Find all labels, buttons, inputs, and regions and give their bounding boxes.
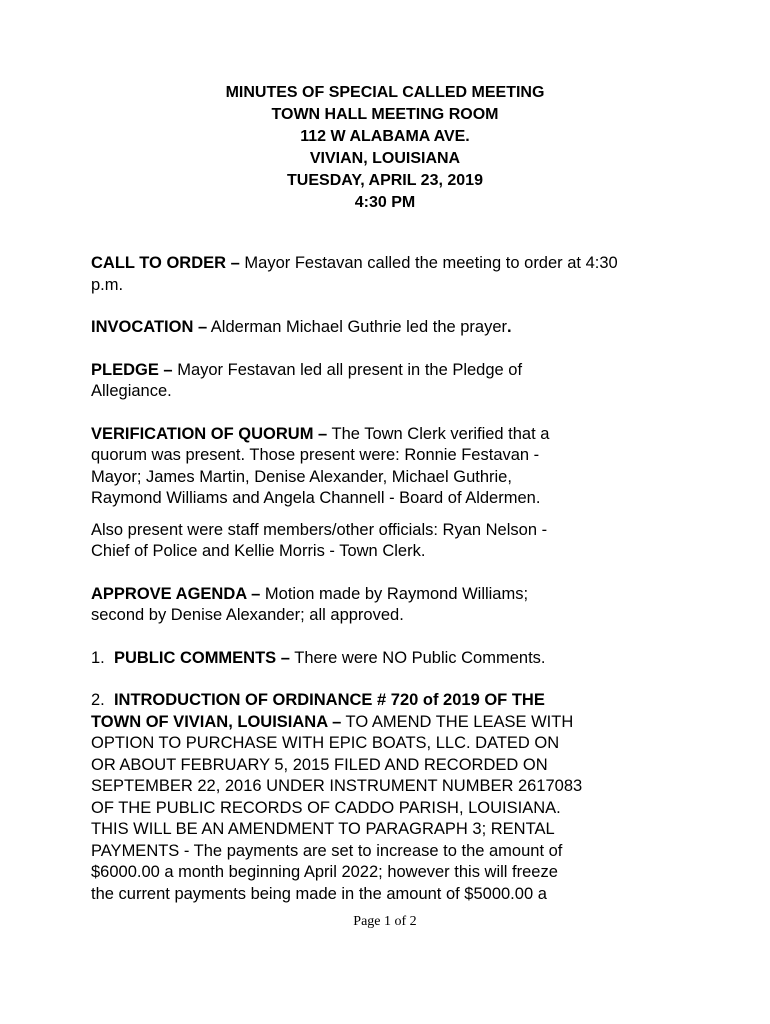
public-comments-section (91, 648, 701, 670)
quorum-label: VERIFICATION OF QUORUM – (91, 424, 328, 443)
quorum-text-2: quorum was present. Those present were: Ronnie Festavan - (91, 446, 540, 464)
ordinance-line: THIS WILL BE AN AMENDMENT TO PARAGRAPH 3; RENTAL (91, 820, 555, 838)
item-number: 2. (91, 691, 114, 709)
public-comments-text: There were NO Public Comments. (289, 648, 546, 667)
pledge-label: PLEDGE – (91, 360, 173, 379)
approve-agenda-text: Motion made by Raymond Williams; (260, 584, 529, 603)
ordinance-line: $6000.00 a month beginning April 2022; however this will freeze (91, 863, 558, 881)
ordinance-line: OF THE PUBLIC RECORDS OF CADDO PARISH, LOUISIANA. (91, 798, 561, 817)
header-city: VIVIAN, LOUISIANA (309, 150, 461, 167)
also-present-text-2: Chief of Police and Kellie Morris - Town Clerk. (91, 542, 426, 560)
also-present-section (91, 520, 701, 563)
header-address: 112 W ALABAMA AVE. (300, 128, 470, 145)
invocation-text: Alderman Michael Guthrie led the prayer (207, 318, 508, 336)
item-number: 1. (91, 648, 114, 667)
approve-agenda-label: APPROVE AGENDA – (91, 584, 261, 603)
approve-agenda-section (91, 584, 701, 627)
ordinance-line: OPTION TO PURCHASE WITH EPIC BOATS, LLC. DATED ON (91, 734, 560, 752)
public-comments-label: PUBLIC COMMENTS – (113, 648, 290, 667)
header-location: TOWN HALL MEETING ROOM (271, 106, 499, 123)
call-to-order-label: CALL TO ORDER – (91, 254, 240, 272)
meeting-header (0, 82, 770, 214)
call-to-order-text: Mayor Festavan called the meeting to order at 4:30 (239, 254, 618, 272)
call-to-order-text-2: p.m. (91, 275, 124, 294)
header-date: TUESDAY, APRIL 23, 2019 (287, 172, 483, 189)
invocation-section (91, 317, 701, 339)
ordinance-label-2: TOWN OF VIVIAN, LOUISIANA – (91, 712, 342, 731)
quorum-section (91, 424, 701, 510)
ordinance-line: OR ABOUT FEBRUARY 5, 2015 FILED AND RECORDED ON (91, 755, 548, 774)
invocation-label: INVOCATION – (91, 318, 208, 336)
ordinance-text: TO AMEND THE LEASE WITH (341, 712, 574, 731)
pledge-text-2: Allegiance. (91, 382, 172, 400)
header-time: 4:30 PM (354, 194, 416, 211)
ordinance-section (91, 690, 701, 905)
quorum-text-4: Raymond Williams and Angela Channell - Board of Aldermen. (91, 489, 541, 507)
pledge-section (91, 360, 701, 403)
approve-agenda-text-2: second by Denise Alexander; all approved. (91, 606, 404, 624)
quorum-text: The Town Clerk verified that a (327, 424, 550, 443)
invocation-period: . (507, 318, 512, 336)
ordinance-line: the current payments being made in the amount of $5000.00 a (91, 884, 547, 903)
also-present-text: Also present were staff members/other officials: Ryan Nelson - (91, 520, 548, 539)
quorum-text-3: Mayor; James Martin, Denise Alexander, Michael Guthrie, (91, 467, 512, 486)
page-number: Page 1 of 2 (353, 914, 417, 929)
pledge-text: Mayor Festavan led all present in the Pledge of (172, 360, 523, 379)
call-to-order-section (91, 253, 701, 296)
ordinance-line: SEPTEMBER 22, 2016 UNDER INSTRUMENT NUMBER 2617083 (91, 777, 583, 795)
header-title: MINUTES OF SPECIAL CALLED MEETING (225, 84, 545, 101)
minutes-body (91, 253, 701, 905)
ordinance-line: PAYMENTS - The payments are set to increase to the amount of (91, 841, 563, 860)
ordinance-label: INTRODUCTION OF ORDINANCE # 720 of 2019 OF THE (113, 691, 545, 709)
